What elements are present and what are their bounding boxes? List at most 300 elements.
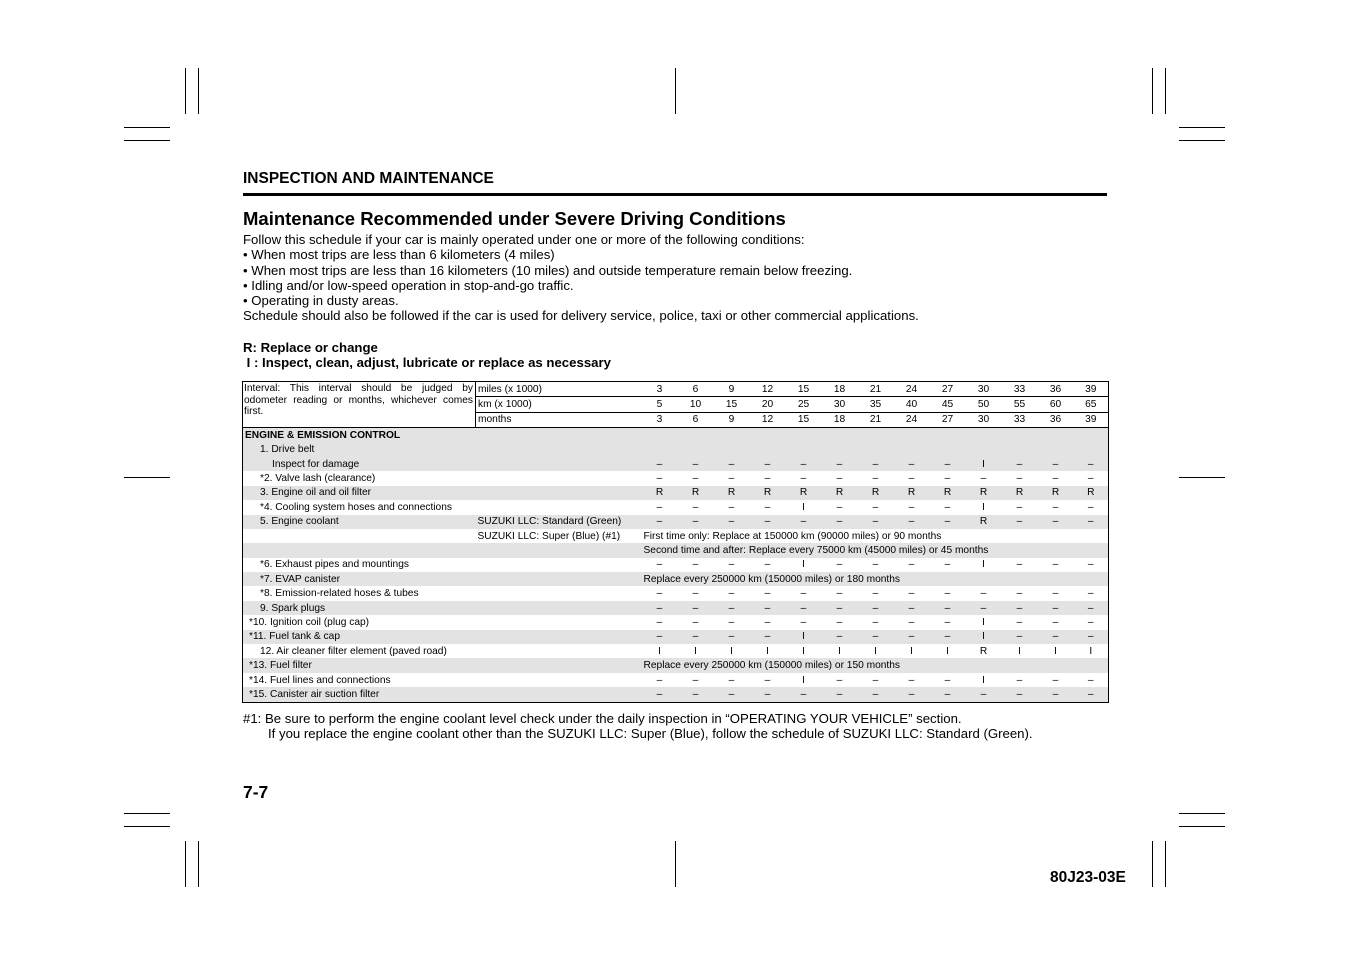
- schedule-mark: I: [658, 645, 661, 657]
- crop-mark: [1152, 841, 1153, 887]
- crop-mark: [1179, 127, 1225, 128]
- schedule-mark: –: [1038, 457, 1074, 471]
- schedule-mark: –: [1016, 473, 1023, 485]
- item-label: *11. Fuel tank & cap: [243, 630, 476, 644]
- crop-mark: [1152, 68, 1153, 114]
- schedule-mark: –: [1074, 630, 1109, 644]
- schedule-mark: –: [692, 473, 699, 485]
- crop-mark: [124, 140, 170, 141]
- interval-row: [243, 382, 1109, 397]
- item-label: Inspect for damage: [243, 457, 476, 471]
- interval-value: 55: [1002, 397, 1038, 412]
- schedule-mark: –: [930, 601, 966, 615]
- crop-mark: [1179, 140, 1225, 141]
- schedule-mark: R: [1038, 486, 1074, 500]
- item-sub-label: [476, 615, 642, 629]
- interval-value: 9: [714, 382, 750, 397]
- schedule-mark: –: [714, 457, 750, 471]
- schedule-mark: R: [750, 486, 786, 500]
- schedule-mark: –: [836, 473, 843, 485]
- schedule-mark: I: [982, 501, 985, 513]
- schedule-mark: –: [800, 616, 807, 628]
- schedule-mark: I: [730, 645, 733, 657]
- schedule-mark: –: [872, 616, 879, 628]
- schedule-mark: –: [764, 588, 771, 600]
- schedule-mark: –: [908, 473, 915, 485]
- page-title: Maintenance Recommended under Severe Driving Conditions: [243, 208, 786, 229]
- interval-value: 39: [1074, 382, 1109, 397]
- schedule-mark: –: [728, 559, 735, 571]
- interval-unit: km (x 1000): [476, 397, 642, 412]
- schedule-mark: –: [966, 601, 1002, 615]
- schedule-mark: –: [678, 515, 714, 529]
- interval-unit: months: [476, 412, 642, 427]
- item-sub-label: [476, 586, 642, 600]
- interval-value: 3: [642, 382, 678, 397]
- schedule-mark: I: [966, 630, 1002, 644]
- footnote-line: If you replace the engine coolant other than the SUZUKI LLC: Super (Blue), follow the schedule of SUZUKI LLC: Standard (Green).: [268, 726, 1033, 742]
- schedule-mark: –: [822, 601, 858, 615]
- schedule-mark: –: [1002, 515, 1038, 529]
- intro-text: [243, 232, 1123, 324]
- schedule-mark: –: [1016, 616, 1023, 628]
- schedule-mark: –: [930, 630, 966, 644]
- schedule-mark: –: [1052, 473, 1059, 485]
- schedule-mark: I: [874, 645, 877, 657]
- schedule-mark: –: [944, 559, 951, 571]
- crop-mark: [198, 841, 199, 887]
- item-label: *13. Fuel filter: [243, 658, 476, 672]
- schedule-mark: –: [750, 601, 786, 615]
- schedule-mark: –: [642, 515, 678, 529]
- schedule-mark: –: [750, 457, 786, 471]
- schedule-mark: –: [728, 473, 735, 485]
- item-sub-label: [476, 644, 642, 658]
- interval-value: 5: [642, 397, 678, 412]
- schedule-mark: R: [966, 486, 1002, 500]
- item-sub-label: [476, 601, 642, 615]
- item-label: *15. Canister air suction filter: [243, 687, 476, 702]
- table-row: [243, 658, 1109, 672]
- item-note: First time only: Replace at 150000 km (90000 miles) or 90 months: [643, 530, 942, 542]
- item-label: [243, 543, 476, 557]
- schedule-mark: R: [714, 486, 750, 500]
- schedule-mark: –: [930, 457, 966, 471]
- schedule-mark: I: [694, 645, 697, 657]
- crop-mark: [1179, 826, 1225, 827]
- schedule-mark: –: [692, 559, 699, 571]
- item-note: Second time and after: Replace every 75000 km (45000 miles) or 45 months: [642, 543, 1109, 557]
- schedule-mark: –: [1087, 588, 1094, 600]
- item-sub-label: [476, 443, 642, 457]
- item-sub-label: [476, 673, 642, 687]
- interval-value: 10: [678, 397, 714, 412]
- interval-unit: miles (x 1000): [476, 382, 642, 397]
- schedule-mark: I: [802, 645, 805, 657]
- schedule-mark: –: [822, 515, 858, 529]
- section-row: [243, 428, 1109, 443]
- schedule-mark: –: [764, 473, 771, 485]
- schedule-mark: I: [766, 645, 769, 657]
- schedule-mark: I: [910, 645, 913, 657]
- schedule-mark: I: [802, 674, 805, 686]
- interval-value: 18: [822, 412, 858, 427]
- condition-bullet: • When most trips are less than 6 kilometers (4 miles): [243, 247, 555, 263]
- schedule-mark: –: [642, 457, 678, 471]
- schedule-mark: I: [1089, 645, 1093, 657]
- schedule-mark: –: [836, 501, 843, 513]
- interval-value: 30: [966, 412, 1002, 427]
- schedule-mark: –: [930, 687, 966, 702]
- interval-value: 20: [750, 397, 786, 412]
- schedule-mark: R: [1002, 486, 1038, 500]
- item-label: [243, 529, 476, 543]
- schedule-mark: I: [966, 457, 1002, 471]
- interval-value: 33: [1002, 382, 1038, 397]
- schedule-mark: –: [1052, 559, 1059, 571]
- interval-value: 39: [1074, 412, 1109, 427]
- schedule-mark: –: [1002, 687, 1038, 702]
- table-row: [243, 687, 1109, 702]
- schedule-mark: –: [944, 616, 951, 628]
- schedule-mark: –: [1002, 601, 1038, 615]
- schedule-mark: –: [656, 588, 663, 600]
- schedule-mark: –: [944, 588, 951, 600]
- maintenance-schedule-table: [242, 381, 1109, 703]
- item-sub-label: [476, 543, 642, 557]
- crop-mark: [124, 826, 170, 827]
- schedule-mark: –: [678, 601, 714, 615]
- schedule-mark: –: [894, 601, 930, 615]
- schedule-mark: I: [982, 674, 985, 686]
- interval-value: 27: [930, 412, 966, 427]
- legend-inspect: I : Inspect, clean, adjust, lubricate or replace as necessary: [243, 355, 611, 371]
- schedule-mark: –: [872, 559, 879, 571]
- schedule-mark: –: [1016, 559, 1023, 571]
- crop-mark: [675, 68, 676, 114]
- item-label: *6. Exhaust pipes and mountings: [260, 559, 409, 571]
- table-row: [243, 615, 1109, 629]
- schedule-mark: –: [836, 588, 843, 600]
- schedule-mark: –: [1052, 616, 1059, 628]
- item-sub-label: SUZUKI LLC: Super (Blue) (#1): [477, 530, 621, 542]
- item-sub-label: [476, 572, 642, 586]
- schedule-mark: –: [1002, 457, 1038, 471]
- item-sub-label: [476, 486, 642, 500]
- schedule-mark: –: [728, 616, 735, 628]
- table-row: [243, 500, 1109, 514]
- crop-mark: [198, 68, 199, 114]
- schedule-mark: –: [980, 473, 987, 485]
- schedule-mark: –: [642, 601, 678, 615]
- interval-value: 65: [1074, 397, 1109, 412]
- schedule-mark: –: [728, 501, 735, 513]
- table-row: [243, 443, 1109, 457]
- schedule-mark: –: [764, 501, 771, 513]
- schedule-mark: R: [678, 486, 714, 500]
- schedule-mark: –: [656, 616, 663, 628]
- schedule-mark: I: [1054, 645, 1057, 657]
- schedule-mark: –: [822, 457, 858, 471]
- interval-value: 6: [678, 412, 714, 427]
- table-row: [243, 572, 1109, 586]
- schedule-mark: –: [656, 674, 663, 686]
- header-rule: [243, 193, 1107, 196]
- crop-mark: [1179, 813, 1225, 814]
- condition-bullet: • Operating in dusty areas.: [243, 293, 399, 309]
- interval-note: Interval: This interval should be judged by odometer reading or months, whichever comes first.: [243, 382, 476, 428]
- schedule-mark: –: [786, 515, 822, 529]
- interval-value: 60: [1038, 397, 1074, 412]
- schedule-mark: –: [908, 501, 915, 513]
- schedule-mark: –: [872, 501, 879, 513]
- item-sub-label: [476, 457, 642, 471]
- section-label: ENGINE & EMISSION CONTROL: [243, 428, 1109, 443]
- table-row: [243, 630, 1109, 644]
- interval-value: 15: [714, 397, 750, 412]
- schedule-mark: –: [1087, 559, 1094, 571]
- interval-value: 30: [966, 382, 1002, 397]
- schedule-mark: –: [1002, 630, 1038, 644]
- schedule-mark: I: [946, 645, 949, 657]
- schedule-mark: –: [764, 616, 771, 628]
- schedule-mark: –: [750, 630, 786, 644]
- schedule-mark: –: [800, 473, 807, 485]
- schedule-mark: –: [642, 630, 678, 644]
- condition-bullet: • Idling and/or low-speed operation in stop-and-go traffic.: [243, 277, 574, 293]
- interval-value: 40: [894, 397, 930, 412]
- item-note: Replace every 250000 km (150000 miles) or 150 months: [642, 658, 1109, 672]
- item-label: 9. Spark plugs: [243, 601, 476, 615]
- schedule-mark: –: [692, 674, 699, 686]
- footnote-line: #1: Be sure to perform the engine coolant level check under the daily inspection in “OPERATING YOUR VEHICLE” section.: [243, 711, 962, 726]
- schedule-mark: –: [714, 515, 750, 529]
- schedule-mark: –: [1016, 501, 1023, 513]
- crop-mark: [124, 813, 170, 814]
- schedule-mark: I: [982, 559, 985, 571]
- schedule-mark: –: [858, 601, 894, 615]
- interval-value: 30: [822, 397, 858, 412]
- schedule-mark: R: [1074, 486, 1109, 500]
- schedule-mark: –: [678, 630, 714, 644]
- table-row: [243, 586, 1109, 600]
- schedule-mark: I: [802, 501, 805, 513]
- schedule-mark: –: [656, 559, 663, 571]
- schedule-mark: –: [714, 601, 750, 615]
- schedule-mark: –: [1087, 616, 1094, 628]
- interval-value: 24: [894, 382, 930, 397]
- crop-mark: [124, 477, 170, 478]
- table-row: [243, 471, 1109, 485]
- schedule-mark: –: [1016, 588, 1023, 600]
- item-label: 1. Drive belt: [243, 443, 476, 457]
- schedule-mark: –: [728, 674, 735, 686]
- schedule-mark: –: [642, 687, 678, 702]
- schedule-mark: I: [1018, 645, 1021, 657]
- schedule-mark: –: [678, 457, 714, 471]
- table-row: [243, 558, 1109, 572]
- schedule-mark: –: [800, 588, 807, 600]
- schedule-mark: R: [822, 486, 858, 500]
- schedule-mark: R: [894, 486, 930, 500]
- legend: [243, 340, 611, 370]
- interval-value: 24: [894, 412, 930, 427]
- table-row: [243, 543, 1109, 557]
- item-label: *4. Cooling system hoses and connections: [260, 501, 452, 513]
- schedule-mark: –: [656, 473, 663, 485]
- item-sub-label: [476, 630, 642, 644]
- crop-mark: [675, 841, 676, 887]
- item-sub-label: [476, 658, 642, 672]
- crop-mark: [1165, 68, 1166, 114]
- schedule-mark: –: [714, 687, 750, 702]
- schedule-mark: –: [872, 588, 879, 600]
- schedule-mark: I: [838, 645, 841, 657]
- interval-value: 21: [858, 412, 894, 427]
- table-row: [243, 486, 1109, 500]
- schedule-mark: –: [894, 630, 930, 644]
- intro-trail: Schedule should also be followed if the car is used for delivery service, police, taxi or other commercial applications.: [243, 308, 919, 324]
- schedule-mark: –: [1074, 515, 1109, 529]
- schedule-mark: –: [692, 588, 699, 600]
- schedule-mark: –: [836, 559, 843, 571]
- schedule-mark: R: [786, 486, 822, 500]
- intro-lead: Follow this schedule if your car is mainly operated under one or more of the following conditions:: [243, 232, 805, 247]
- item-sub-label: [476, 500, 642, 514]
- document-code: 80J23-03E: [1050, 869, 1126, 886]
- schedule-mark: –: [1038, 515, 1074, 529]
- item-sub-label: [476, 471, 642, 485]
- schedule-mark: –: [1087, 501, 1094, 513]
- table-row: [243, 673, 1109, 687]
- schedule-mark: –: [786, 457, 822, 471]
- item-sub-label: [476, 687, 642, 702]
- schedule-mark: –: [1052, 674, 1059, 686]
- interval-value: 36: [1038, 382, 1074, 397]
- schedule-mark: –: [1074, 457, 1109, 471]
- schedule-mark: I: [982, 616, 985, 628]
- schedule-mark: –: [678, 687, 714, 702]
- schedule-mark: R: [858, 486, 894, 500]
- schedule-mark: –: [908, 616, 915, 628]
- schedule-mark: –: [908, 588, 915, 600]
- item-label: *8. Emission-related hoses & tubes: [260, 588, 419, 600]
- interval-value: 12: [750, 382, 786, 397]
- section-header: INSPECTION AND MAINTENANCE: [243, 170, 494, 187]
- schedule-mark: –: [836, 674, 843, 686]
- crop-mark: [1165, 841, 1166, 887]
- schedule-mark: –: [1074, 601, 1109, 615]
- interval-value: 21: [858, 382, 894, 397]
- interval-value: 12: [750, 412, 786, 427]
- schedule-mark: –: [1052, 501, 1059, 513]
- item-label: 5. Engine coolant: [243, 515, 476, 529]
- condition-bullet: • When most trips are less than 16 kilometers (10 miles) and outside temperature remain below freezing.: [243, 262, 853, 278]
- schedule-mark: –: [894, 687, 930, 702]
- item-label: *10. Ignition coil (plug cap): [249, 616, 370, 628]
- legend-replace: R: Replace or change: [243, 340, 378, 355]
- schedule-mark: –: [944, 674, 951, 686]
- crop-mark: [185, 68, 186, 114]
- schedule-mark: –: [764, 559, 771, 571]
- schedule-mark: –: [786, 601, 822, 615]
- crop-mark: [1179, 477, 1225, 478]
- schedule-mark: I: [786, 630, 822, 644]
- schedule-mark: –: [944, 473, 951, 485]
- interval-value: 27: [930, 382, 966, 397]
- schedule-mark: R: [966, 515, 1002, 529]
- item-label: *2. Valve lash (clearance): [260, 473, 376, 485]
- schedule-mark: –: [858, 515, 894, 529]
- table-row: [243, 601, 1109, 615]
- interval-value: 50: [966, 397, 1002, 412]
- interval-value: 35: [858, 397, 894, 412]
- schedule-mark: –: [836, 616, 843, 628]
- item-note: Replace every 250000 km (150000 miles) or 180 months: [642, 572, 1109, 586]
- schedule-mark: –: [692, 501, 699, 513]
- schedule-mark: –: [908, 559, 915, 571]
- table-row: [243, 457, 1109, 471]
- schedule-mark: –: [1038, 630, 1074, 644]
- schedule-mark: –: [1016, 674, 1023, 686]
- schedule-mark: –: [750, 515, 786, 529]
- item-label: 12. Air cleaner filter element (paved road): [260, 645, 447, 657]
- schedule-mark: –: [822, 687, 858, 702]
- schedule-mark: –: [858, 457, 894, 471]
- schedule-mark: –: [1052, 588, 1059, 600]
- schedule-mark: –: [1074, 687, 1109, 702]
- table-row: [243, 644, 1109, 658]
- schedule-mark: –: [858, 687, 894, 702]
- interval-value: 3: [642, 412, 678, 427]
- interval-value: 15: [786, 382, 822, 397]
- schedule-mark: –: [822, 630, 858, 644]
- schedule-mark: –: [728, 588, 735, 600]
- schedule-mark: –: [786, 687, 822, 702]
- schedule-mark: –: [1038, 687, 1074, 702]
- schedule-mark: –: [1087, 473, 1094, 485]
- interval-value: 9: [714, 412, 750, 427]
- page-number: 7-7: [243, 782, 269, 802]
- schedule-mark: –: [858, 630, 894, 644]
- empty-cell: [642, 443, 1109, 457]
- table-row: [243, 529, 1109, 543]
- crop-mark: [124, 127, 170, 128]
- crop-mark: [185, 841, 186, 887]
- schedule-mark: –: [714, 630, 750, 644]
- schedule-mark: –: [980, 588, 987, 600]
- schedule-mark: R: [642, 486, 678, 500]
- schedule-mark: –: [1087, 674, 1094, 686]
- schedule-mark: –: [894, 457, 930, 471]
- schedule-mark: –: [750, 687, 786, 702]
- schedule-mark: –: [656, 501, 663, 513]
- schedule-mark: –: [692, 616, 699, 628]
- item-label: *14. Fuel lines and connections: [249, 674, 391, 686]
- schedule-mark: –: [894, 515, 930, 529]
- schedule-mark: R: [930, 486, 966, 500]
- schedule-mark: R: [979, 645, 988, 657]
- schedule-mark: –: [908, 674, 915, 686]
- interval-value: 45: [930, 397, 966, 412]
- schedule-mark: –: [764, 674, 771, 686]
- schedule-mark: –: [1038, 601, 1074, 615]
- item-sub-label: SUZUKI LLC: Standard (Green): [476, 515, 642, 529]
- footnote: [243, 711, 1033, 741]
- schedule-mark: –: [872, 473, 879, 485]
- schedule-mark: –: [872, 674, 879, 686]
- schedule-mark: –: [944, 501, 951, 513]
